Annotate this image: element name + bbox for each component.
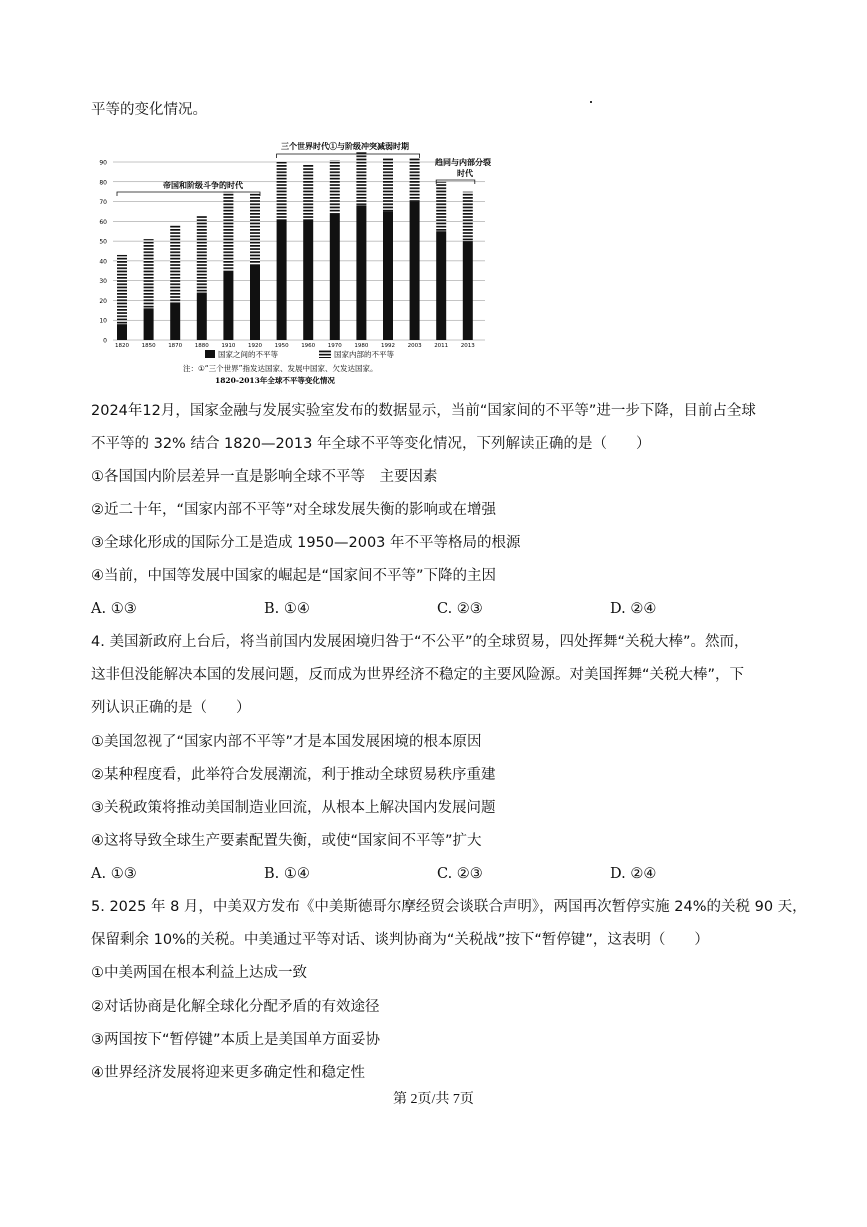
intro-line: 平等的变化情况。: [91, 102, 207, 118]
q3-option-d[interactable]: D. ②④: [610, 601, 657, 617]
x-tick-label: 1950: [274, 343, 289, 349]
bar-between-1980: [356, 206, 366, 340]
bar-between-1992: [383, 211, 393, 340]
x-tick-label: 1880: [194, 343, 209, 349]
legend-swatch-between: [205, 350, 215, 358]
legend-swatch-within: [319, 350, 331, 358]
bar-within-1820: [117, 255, 127, 324]
bar-within-2011: [436, 182, 446, 231]
bar-between-1820: [117, 324, 127, 340]
x-tick-label: 1970: [327, 343, 342, 349]
bar-within-1910: [223, 192, 233, 271]
q5-item2: ②对话协商是化解全球化分配矛盾的有效途径: [91, 999, 380, 1015]
y-tick-label: 50: [99, 238, 107, 246]
q4-line3: 列认识正确的是（ ）: [91, 700, 251, 716]
q3-item3: ③全球化形成的国际分工是造成 1950—2003 年不平等格局的根源: [91, 535, 521, 551]
period1-label: 帝国和阶级斗争的时代: [163, 180, 243, 190]
q3-line1: 2024年12月，国家金融与发展实验室发布的数据显示，当前“国家间的不平等”进一步下降，目前占全球: [91, 403, 756, 419]
x-tick-label: 1910: [221, 343, 236, 349]
y-tick-label: 90: [99, 159, 107, 167]
bar-between-1920: [250, 265, 260, 340]
q3-option-a[interactable]: A. ①③: [91, 601, 137, 617]
q4-item4: ④这将导致全球生产要素配置失衡，或使“国家间不平等”扩大: [91, 833, 482, 849]
bar-between-1970: [330, 213, 340, 340]
y-tick-label: 10: [99, 317, 107, 325]
bar-within-2003: [410, 158, 420, 202]
legend-label-between: 国家之间的不平等: [218, 350, 278, 359]
q5-line2: 保留剩余 10%的关税。中美通过平等对话、谈判协商为“关税战”按下“暂停键”，这表明（ ）: [91, 932, 709, 948]
x-tick-label: 1920: [248, 343, 262, 349]
x-tick-label: 2013: [460, 343, 475, 349]
q3-option-c[interactable]: C. ②③: [437, 601, 483, 617]
q4-option-b[interactable]: B. ①④: [264, 866, 310, 882]
y-tick-label: 80: [99, 179, 107, 187]
x-tick-label: 2003: [407, 343, 422, 349]
y-tick-label: 40: [99, 258, 107, 266]
legend-label-within: 国家内部的不平等: [334, 350, 394, 359]
x-tick-label: 1960: [301, 343, 316, 349]
stray-dot: [590, 101, 592, 103]
y-tick-label: 20: [99, 297, 107, 305]
chart-y-ticks: [99, 160, 107, 345]
bar-between-1950: [277, 219, 287, 340]
q3-item4: ④当前，中国等发展中国家的崛起是“国家间不平等”下降的主因: [91, 568, 497, 584]
bar-within-1950: [277, 162, 287, 219]
y-tick-label: 0: [103, 337, 107, 345]
q4-option-c[interactable]: C. ②③: [437, 866, 483, 882]
x-tick-label: 1820: [115, 343, 129, 349]
period1-bracket: [117, 192, 260, 196]
q5-item4: ④世界经济发展将迎来更多确定性和稳定性: [91, 1065, 365, 1081]
bar-within-1960: [303, 164, 313, 219]
q4-item1: ①美国忽视了“国家内部不平等”才是本国发展困境的根本原因: [91, 734, 482, 750]
chart-caption: 1820-2013年全球不平等变化情况: [215, 376, 335, 385]
q5-item3: ③两国按下“暂停键”本质上是美国单方面妥协: [91, 1032, 381, 1048]
q4-option-a[interactable]: A. ①③: [91, 866, 137, 882]
q3-item1: ①各国国内阶层差异一直是影响全球不平等 主要因素: [91, 469, 438, 485]
q4-item2: ②某种程度看，此举符合发展潮流，利于推动全球贸易秩序重建: [91, 767, 496, 783]
period3-label-line1: 趋同与内部分裂: [435, 157, 491, 167]
chart-x-ticks: [115, 343, 475, 349]
x-tick-label: 1992: [381, 343, 395, 349]
inequality-chart: [95, 133, 495, 385]
bar-between-1960: [303, 219, 313, 340]
bar-within-1870: [170, 225, 180, 302]
q3-item2: ②近二十年，“国家内部不平等”对全球发展失衡的影响或在增强: [91, 502, 497, 518]
bar-within-1920: [250, 194, 260, 265]
page-footer: 第 2页/共 7页: [393, 1092, 474, 1107]
q3-option-b[interactable]: B. ①④: [264, 601, 310, 617]
bar-within-1980: [356, 152, 366, 205]
period2-label: 三个世界时代①与阶级冲突减弱时期: [281, 141, 409, 151]
q4-option-d[interactable]: D. ②④: [610, 866, 657, 882]
y-tick-label: 30: [99, 278, 107, 286]
bar-between-2003: [410, 202, 420, 340]
y-tick-label: 70: [99, 199, 107, 207]
x-tick-label: 1980: [354, 343, 369, 349]
x-tick-label: 1870: [168, 343, 183, 349]
bar-within-1992: [383, 158, 393, 211]
q4-line1: 4. 美国新政府上台后，将当前国内发展困境归咎于“不公平”的全球贸易，四处挥舞“关税大棒”。然而，: [91, 634, 749, 650]
period3-label-line2: 时代: [457, 168, 473, 178]
bar-within-1880: [197, 215, 207, 292]
bar-between-1870: [170, 302, 180, 340]
bar-between-2011: [436, 231, 446, 340]
bar-within-1850: [144, 239, 154, 308]
q5-line1: 5. 2025 年 8 月，中美双方发布《中美斯德哥尔摩经贸会谈联合声明》，两国再次暂停实施 24%的关税 90 天，: [91, 899, 807, 915]
chart-note: 注：①“三个世界”指发达国家、发展中国家、欠发达国家。: [183, 364, 378, 373]
bar-within-1970: [330, 160, 340, 213]
y-tick-label: 60: [99, 218, 107, 226]
bar-between-1910: [223, 271, 233, 340]
x-tick-label: 2011: [434, 343, 449, 349]
period2-bracket: [277, 154, 420, 158]
q4-item3: ③关税政策将推动美国制造业回流，从根本上解决国内发展问题: [91, 800, 496, 816]
bar-within-2013: [463, 192, 473, 241]
bar-between-1850: [144, 308, 154, 340]
bar-between-1880: [197, 293, 207, 340]
q5-item1: ①中美两国在根本利益上达成一致: [91, 965, 307, 981]
q3-line2: 不平等的 32% 结合 1820—2013 年全球不平等变化情况，下列解读正确的是（ ）: [91, 436, 651, 452]
q4-line2: 这非但没能解决本国的发展问题，反而成为世界经济不稳定的主要风险源。对美国挥舞“关税大棒”，下: [91, 667, 745, 683]
bar-between-2013: [463, 241, 473, 340]
x-tick-label: 1850: [141, 343, 156, 349]
